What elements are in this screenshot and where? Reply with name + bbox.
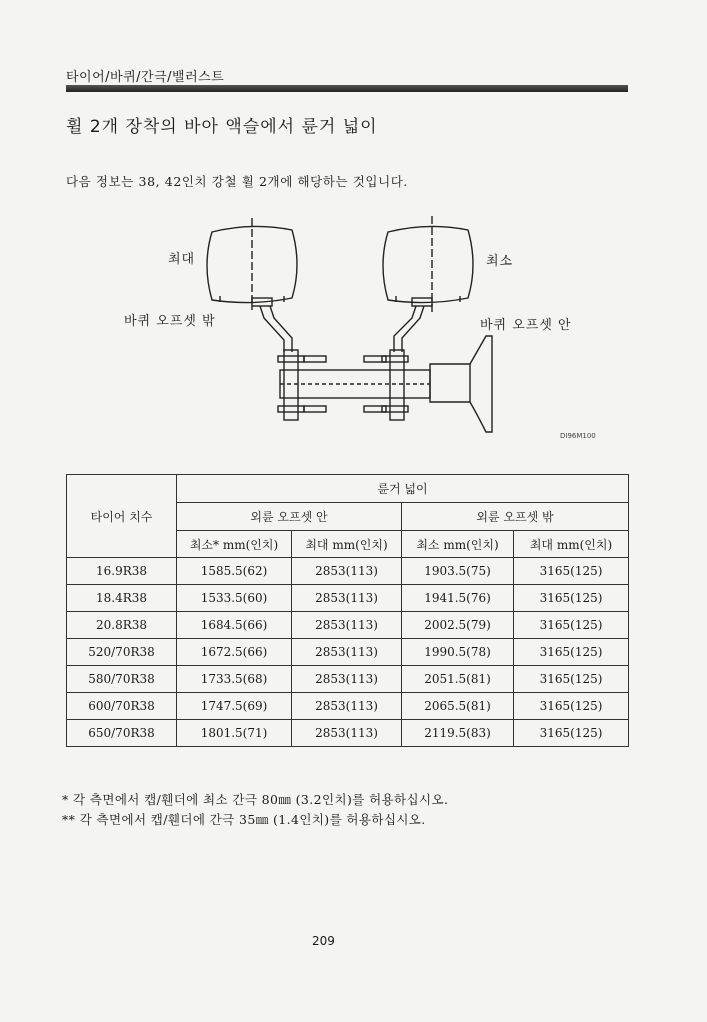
- cell-tire: 16.9R38: [67, 558, 177, 585]
- cell-out-max: 3165(125): [514, 666, 629, 693]
- page-number: 209: [312, 934, 335, 948]
- cell-tire: 20.8R38: [67, 612, 177, 639]
- label-max: 최대: [168, 252, 196, 267]
- cell-out-max: 3165(125): [514, 585, 629, 612]
- table-row: [67, 612, 629, 639]
- header-rule: [66, 85, 628, 92]
- cell-in-max: 2853(113): [292, 585, 402, 612]
- cell-out-min: 1941.5(76): [402, 585, 514, 612]
- cell-tire: 600/70R38: [67, 693, 177, 720]
- tread-width-table: [66, 474, 629, 747]
- cell-tire: 650/70R38: [67, 720, 177, 747]
- label-min: 최소: [486, 254, 514, 269]
- header-out-min: 최소 mm(인치): [402, 531, 514, 558]
- cell-in-min: 1684.5(66): [177, 612, 292, 639]
- header-in-max: 최대 mm(인치): [292, 531, 402, 558]
- header-offset-in: 외륜 오프셋 안: [177, 503, 402, 531]
- cell-tire: 18.4R38: [67, 585, 177, 612]
- label-offset-in: 바퀴 오프셋 안: [480, 318, 572, 333]
- cell-in-max: 2853(113): [292, 558, 402, 585]
- wheel-offset-diagram: [120, 210, 600, 450]
- cell-in-max: 2853(113): [292, 720, 402, 747]
- table-row: [67, 558, 629, 585]
- label-offset-out: 바퀴 오프셋 밖: [124, 314, 216, 329]
- header-tread-width: 륜거 넓이: [177, 475, 629, 503]
- cell-out-min: 1990.5(78): [402, 639, 514, 666]
- table-row: [67, 639, 629, 666]
- cell-in-max: 2853(113): [292, 612, 402, 639]
- cell-out-max: 3165(125): [514, 612, 629, 639]
- cell-out-min: 2119.5(83): [402, 720, 514, 747]
- footnote-2: ** 각 측면에서 캡/휀더에 간극 35㎜ (1.4인치)를 허용하십시오.: [62, 812, 426, 827]
- table-row: [67, 666, 629, 693]
- cell-in-max: 2853(113): [292, 639, 402, 666]
- page-heading: 휠 2개 장착의 바아 액슬에서 륜거 넓이: [66, 117, 378, 137]
- cell-in-min: 1747.5(69): [177, 693, 292, 720]
- axle-housing: [430, 336, 492, 432]
- cell-in-min: 1585.5(62): [177, 558, 292, 585]
- cell-in-max: 2853(113): [292, 693, 402, 720]
- cell-out-min: 2051.5(81): [402, 666, 514, 693]
- cell-tire: 520/70R38: [67, 639, 177, 666]
- header-offset-out: 외륜 오프셋 밖: [402, 503, 629, 531]
- cell-in-min: 1801.5(71): [177, 720, 292, 747]
- cell-out-max: 3165(125): [514, 693, 629, 720]
- cell-out-max: 3165(125): [514, 639, 629, 666]
- cell-in-min: 1533.5(60): [177, 585, 292, 612]
- figure-code: DI96M100: [560, 432, 596, 440]
- footnote-1: * 각 측면에서 캡/휀더에 최소 간극 80㎜ (3.2인치)를 허용하십시오.: [62, 792, 449, 807]
- table-row: [67, 585, 629, 612]
- cell-in-min: 1733.5(68): [177, 666, 292, 693]
- table-row: [67, 693, 629, 720]
- section-title: 타이어/바퀴/간극/밸러스트: [66, 70, 225, 85]
- header-tire-size: 타이어 치수: [67, 475, 177, 558]
- intro-text: 다음 정보는 38, 42인치 강철 휠 2개에 해당하는 것입니다.: [66, 174, 408, 189]
- cell-out-min: 2065.5(81): [402, 693, 514, 720]
- cell-out-min: 2002.5(79): [402, 612, 514, 639]
- cell-in-min: 1672.5(66): [177, 639, 292, 666]
- cell-tire: 580/70R38: [67, 666, 177, 693]
- table-row: [67, 720, 629, 747]
- right-tire: [383, 226, 473, 302]
- cell-out-min: 1903.5(75): [402, 558, 514, 585]
- cell-out-max: 3165(125): [514, 720, 629, 747]
- cell-out-max: 3165(125): [514, 558, 629, 585]
- header-out-max: 최대 mm(인치): [514, 531, 629, 558]
- cell-in-max: 2853(113): [292, 666, 402, 693]
- header-in-min: 최소* mm(인치): [177, 531, 292, 558]
